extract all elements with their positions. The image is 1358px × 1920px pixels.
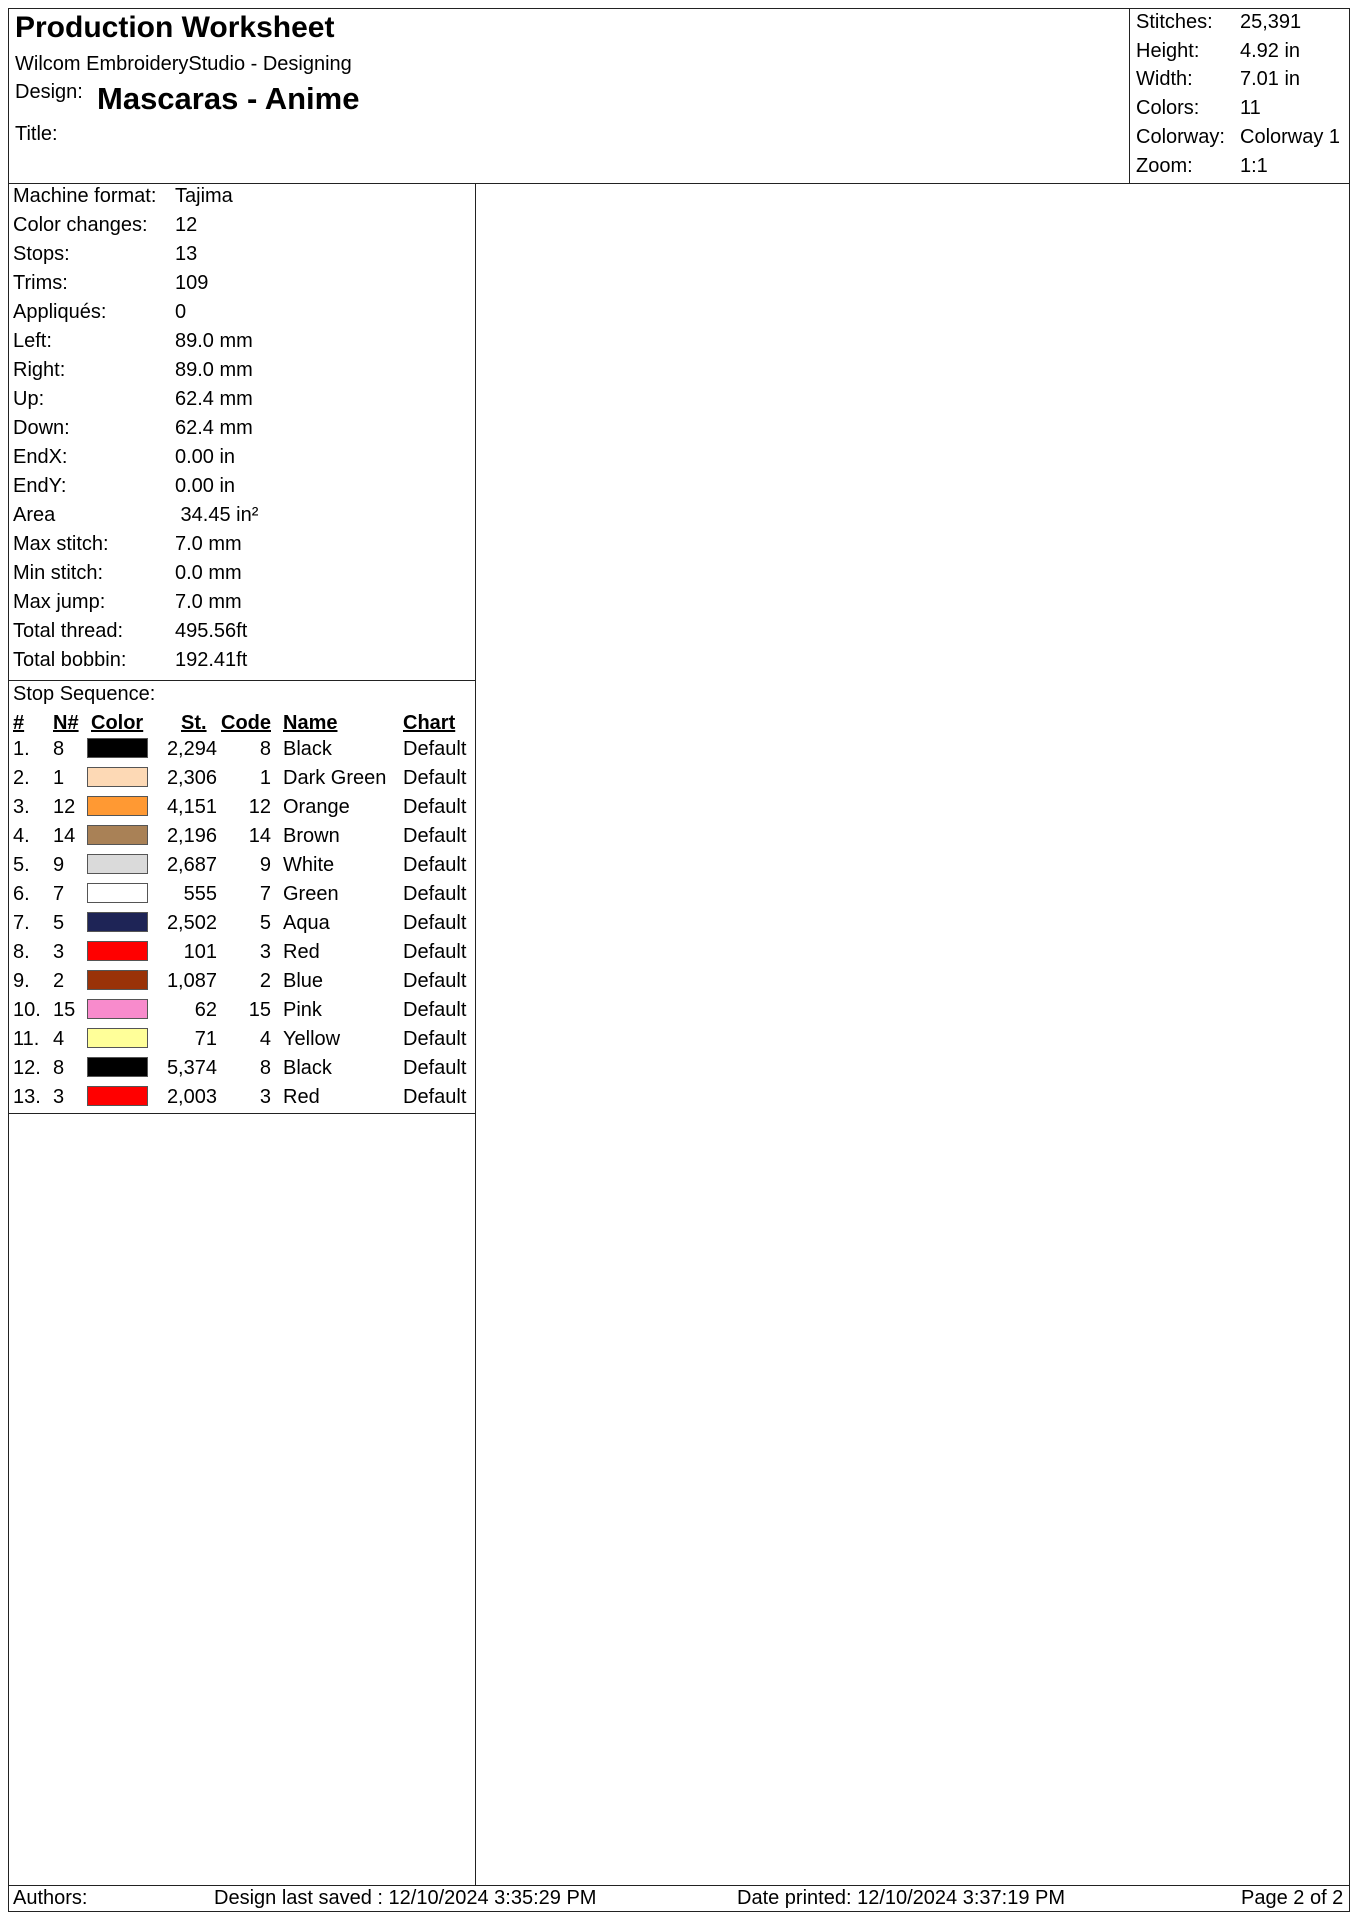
info-label: Min stitch: xyxy=(13,562,104,584)
stop-row xyxy=(9,825,475,854)
color-name: Red xyxy=(283,941,320,963)
chart-name: Default xyxy=(403,883,467,905)
color-code: 12 xyxy=(248,796,271,818)
info-value: 34.45 in² xyxy=(175,504,259,526)
info-label: Machine format: xyxy=(13,185,157,207)
stop-number: 4. xyxy=(13,825,30,847)
footer-authors: Authors: xyxy=(13,1887,88,1909)
color-swatch xyxy=(87,796,148,816)
info-label: Left: xyxy=(13,330,52,352)
stop-row xyxy=(9,1057,475,1086)
info-label: Color changes: xyxy=(13,214,148,236)
title-label: Title: xyxy=(15,123,58,145)
color-name: Dark Green xyxy=(283,767,387,789)
summary-value: 4.92 in xyxy=(1240,40,1301,62)
summary-value: 7.01 in xyxy=(1240,68,1301,90)
color-name: Pink xyxy=(283,999,322,1021)
chart-name: Default xyxy=(403,970,467,992)
needle-number: 1 xyxy=(53,767,65,789)
color-swatch xyxy=(87,1028,148,1048)
needle-number: 8 xyxy=(53,1057,65,1079)
chart-name: Default xyxy=(403,825,467,847)
stop-number: 9. xyxy=(13,970,30,992)
stitch-count: 2,687 xyxy=(166,854,217,876)
summary-value: 25,391 xyxy=(1240,11,1302,33)
chart-name: Default xyxy=(403,941,467,963)
page-footer xyxy=(9,1885,1349,1912)
stop-row xyxy=(9,854,475,883)
needle-number: 15 xyxy=(53,999,76,1021)
chart-name: Default xyxy=(403,796,467,818)
needle-number: 2 xyxy=(53,970,65,992)
needle-number: 4 xyxy=(53,1028,65,1050)
info-value: 62.4 mm xyxy=(175,417,253,439)
stitch-count: 5,374 xyxy=(166,1057,217,1079)
stop-number: 10. xyxy=(13,999,41,1021)
color-swatch xyxy=(87,941,148,961)
info-label: Stops: xyxy=(13,243,70,265)
stitch-count: 71 xyxy=(194,1028,217,1050)
stop-number: 13. xyxy=(13,1086,41,1108)
col-header-needle: N# xyxy=(53,712,79,734)
chart-name: Default xyxy=(403,854,467,876)
stop-row xyxy=(9,912,475,941)
footer-page-number: Page 2 of 2 xyxy=(1241,1887,1344,1909)
color-name: White xyxy=(283,854,335,876)
color-swatch xyxy=(87,1086,148,1106)
color-code: 3 xyxy=(259,1086,271,1108)
color-name: Orange xyxy=(283,796,350,818)
stop-number: 7. xyxy=(13,912,30,934)
info-value: 0.00 in xyxy=(175,475,236,497)
summary-label: Colorway: xyxy=(1136,126,1225,148)
stitch-count: 62 xyxy=(194,999,217,1021)
needle-number: 12 xyxy=(53,796,76,818)
info-label: Max stitch: xyxy=(13,533,109,555)
info-label: Total thread: xyxy=(13,620,124,642)
info-label: Trims: xyxy=(13,272,68,294)
stitch-count: 555 xyxy=(183,883,217,905)
chart-name: Default xyxy=(403,999,467,1021)
color-swatch xyxy=(87,999,148,1019)
needle-number: 5 xyxy=(53,912,65,934)
color-name: Yellow xyxy=(283,1028,341,1050)
needle-number: 3 xyxy=(53,1086,65,1108)
stop-number: 2. xyxy=(13,767,30,789)
table-end-divider xyxy=(9,1113,475,1114)
summary-value: Colorway 1 xyxy=(1240,126,1341,148)
color-name: Brown xyxy=(283,825,340,847)
info-value: 62.4 mm xyxy=(175,388,253,410)
section-divider xyxy=(9,680,475,681)
info-label: EndX: xyxy=(13,446,68,468)
color-name: Green xyxy=(283,883,339,905)
design-info-panel xyxy=(9,183,476,1885)
color-code: 14 xyxy=(248,825,271,847)
stop-number: 3. xyxy=(13,796,30,818)
color-code: 2 xyxy=(259,970,271,992)
stitch-count: 2,003 xyxy=(166,1086,217,1108)
needle-number: 7 xyxy=(53,883,65,905)
stop-row xyxy=(9,883,475,912)
info-value: 192.41ft xyxy=(175,649,248,671)
stop-sequence-title: Stop Sequence: xyxy=(13,683,156,705)
info-label: Down: xyxy=(13,417,70,439)
info-value: 0.00 in xyxy=(175,446,236,468)
stop-number: 8. xyxy=(13,941,30,963)
chart-name: Default xyxy=(403,738,467,760)
info-value: 495.56ft xyxy=(175,620,248,642)
stitch-count: 2,196 xyxy=(166,825,217,847)
stop-row xyxy=(9,738,475,767)
stop-row xyxy=(9,1086,475,1115)
chart-name: Default xyxy=(403,912,467,934)
info-value: 7.0 mm xyxy=(175,591,242,613)
info-label: Max jump: xyxy=(13,591,106,613)
needle-number: 3 xyxy=(53,941,65,963)
stop-number: 5. xyxy=(13,854,30,876)
color-name: Black xyxy=(283,1057,332,1079)
color-swatch xyxy=(87,883,148,903)
info-value: 89.0 mm xyxy=(175,359,253,381)
info-label: EndY: xyxy=(13,475,67,497)
software-name: Wilcom EmbroideryStudio - Designing xyxy=(15,53,352,75)
color-code: 4 xyxy=(259,1028,271,1050)
color-name: Black xyxy=(283,738,332,760)
color-code: 1 xyxy=(259,767,271,789)
info-label: Up: xyxy=(13,388,45,410)
color-code: 5 xyxy=(259,912,271,934)
stitch-count: 2,294 xyxy=(166,738,217,760)
worksheet-header xyxy=(9,9,1349,184)
col-header-num: # xyxy=(13,712,25,734)
stop-row xyxy=(9,970,475,999)
info-label: Appliqués: xyxy=(13,301,107,323)
stop-row xyxy=(9,767,475,796)
info-label: Right: xyxy=(13,359,66,381)
stop-number: 12. xyxy=(13,1057,41,1079)
info-value: Tajima xyxy=(175,185,233,207)
color-swatch xyxy=(87,970,148,990)
info-label: Total bobbin: xyxy=(13,649,127,671)
color-swatch xyxy=(87,738,148,758)
info-label: Area xyxy=(13,504,56,526)
color-swatch xyxy=(87,825,148,845)
color-code: 7 xyxy=(259,883,271,905)
summary-label: Zoom: xyxy=(1136,155,1193,177)
color-code: 9 xyxy=(259,854,271,876)
info-value: 109 xyxy=(175,272,209,294)
footer-last-saved: Design last saved : 12/10/2024 3:35:29 PM xyxy=(214,1887,597,1909)
col-header-chart: Chart xyxy=(403,712,456,734)
col-header-name: Name xyxy=(283,712,338,734)
color-code: 3 xyxy=(259,941,271,963)
summary-value: 1:1 xyxy=(1240,155,1268,177)
summary-label: Stitches: xyxy=(1136,11,1213,33)
stitch-count: 2,502 xyxy=(166,912,217,934)
design-summary xyxy=(1129,9,1349,183)
footer-date-printed: Date printed: 12/10/2024 3:37:19 PM xyxy=(737,1887,1066,1909)
design-label: Design: xyxy=(15,81,83,103)
stitch-count: 4,151 xyxy=(166,796,217,818)
stop-row xyxy=(9,1028,475,1057)
stop-number: 6. xyxy=(13,883,30,905)
color-name: Red xyxy=(283,1086,320,1108)
needle-number: 9 xyxy=(53,854,65,876)
chart-name: Default xyxy=(403,767,467,789)
summary-value: 11 xyxy=(1240,97,1261,119)
stop-row xyxy=(9,941,475,970)
design-name: Mascaras - Anime xyxy=(97,81,360,116)
info-value: 7.0 mm xyxy=(175,533,242,555)
needle-number: 8 xyxy=(53,738,65,760)
needle-number: 14 xyxy=(53,825,76,847)
color-name: Blue xyxy=(283,970,324,992)
color-code: 15 xyxy=(248,999,271,1021)
col-header-stitches: St. xyxy=(181,712,207,734)
stop-row xyxy=(9,796,475,825)
info-value: 0.0 mm xyxy=(175,562,242,584)
stop-number: 1. xyxy=(13,738,30,760)
col-header-code: Code xyxy=(221,712,271,734)
color-swatch xyxy=(87,854,148,874)
chart-name: Default xyxy=(403,1028,467,1050)
info-value: 13 xyxy=(175,243,198,265)
stitch-count: 1,087 xyxy=(166,970,217,992)
worksheet-page xyxy=(8,8,1350,1912)
stop-row xyxy=(9,999,475,1028)
summary-label: Height: xyxy=(1136,40,1200,62)
color-swatch xyxy=(87,1057,148,1077)
chart-name: Default xyxy=(403,1086,467,1108)
color-name: Aqua xyxy=(283,912,330,934)
color-code: 8 xyxy=(259,1057,271,1079)
page-title: Production Worksheet xyxy=(15,11,335,44)
summary-label: Width: xyxy=(1136,68,1193,90)
color-swatch xyxy=(87,912,148,932)
stitch-count: 101 xyxy=(183,941,217,963)
chart-name: Default xyxy=(403,1057,467,1079)
info-value: 0 xyxy=(175,301,187,323)
color-swatch xyxy=(87,767,148,787)
col-header-color: Color xyxy=(91,712,144,734)
color-code: 8 xyxy=(259,738,271,760)
stitch-count: 2,306 xyxy=(166,767,217,789)
summary-label: Colors: xyxy=(1136,97,1200,119)
info-value: 12 xyxy=(175,214,198,236)
info-value: 89.0 mm xyxy=(175,330,253,352)
stop-number: 11. xyxy=(13,1028,40,1050)
